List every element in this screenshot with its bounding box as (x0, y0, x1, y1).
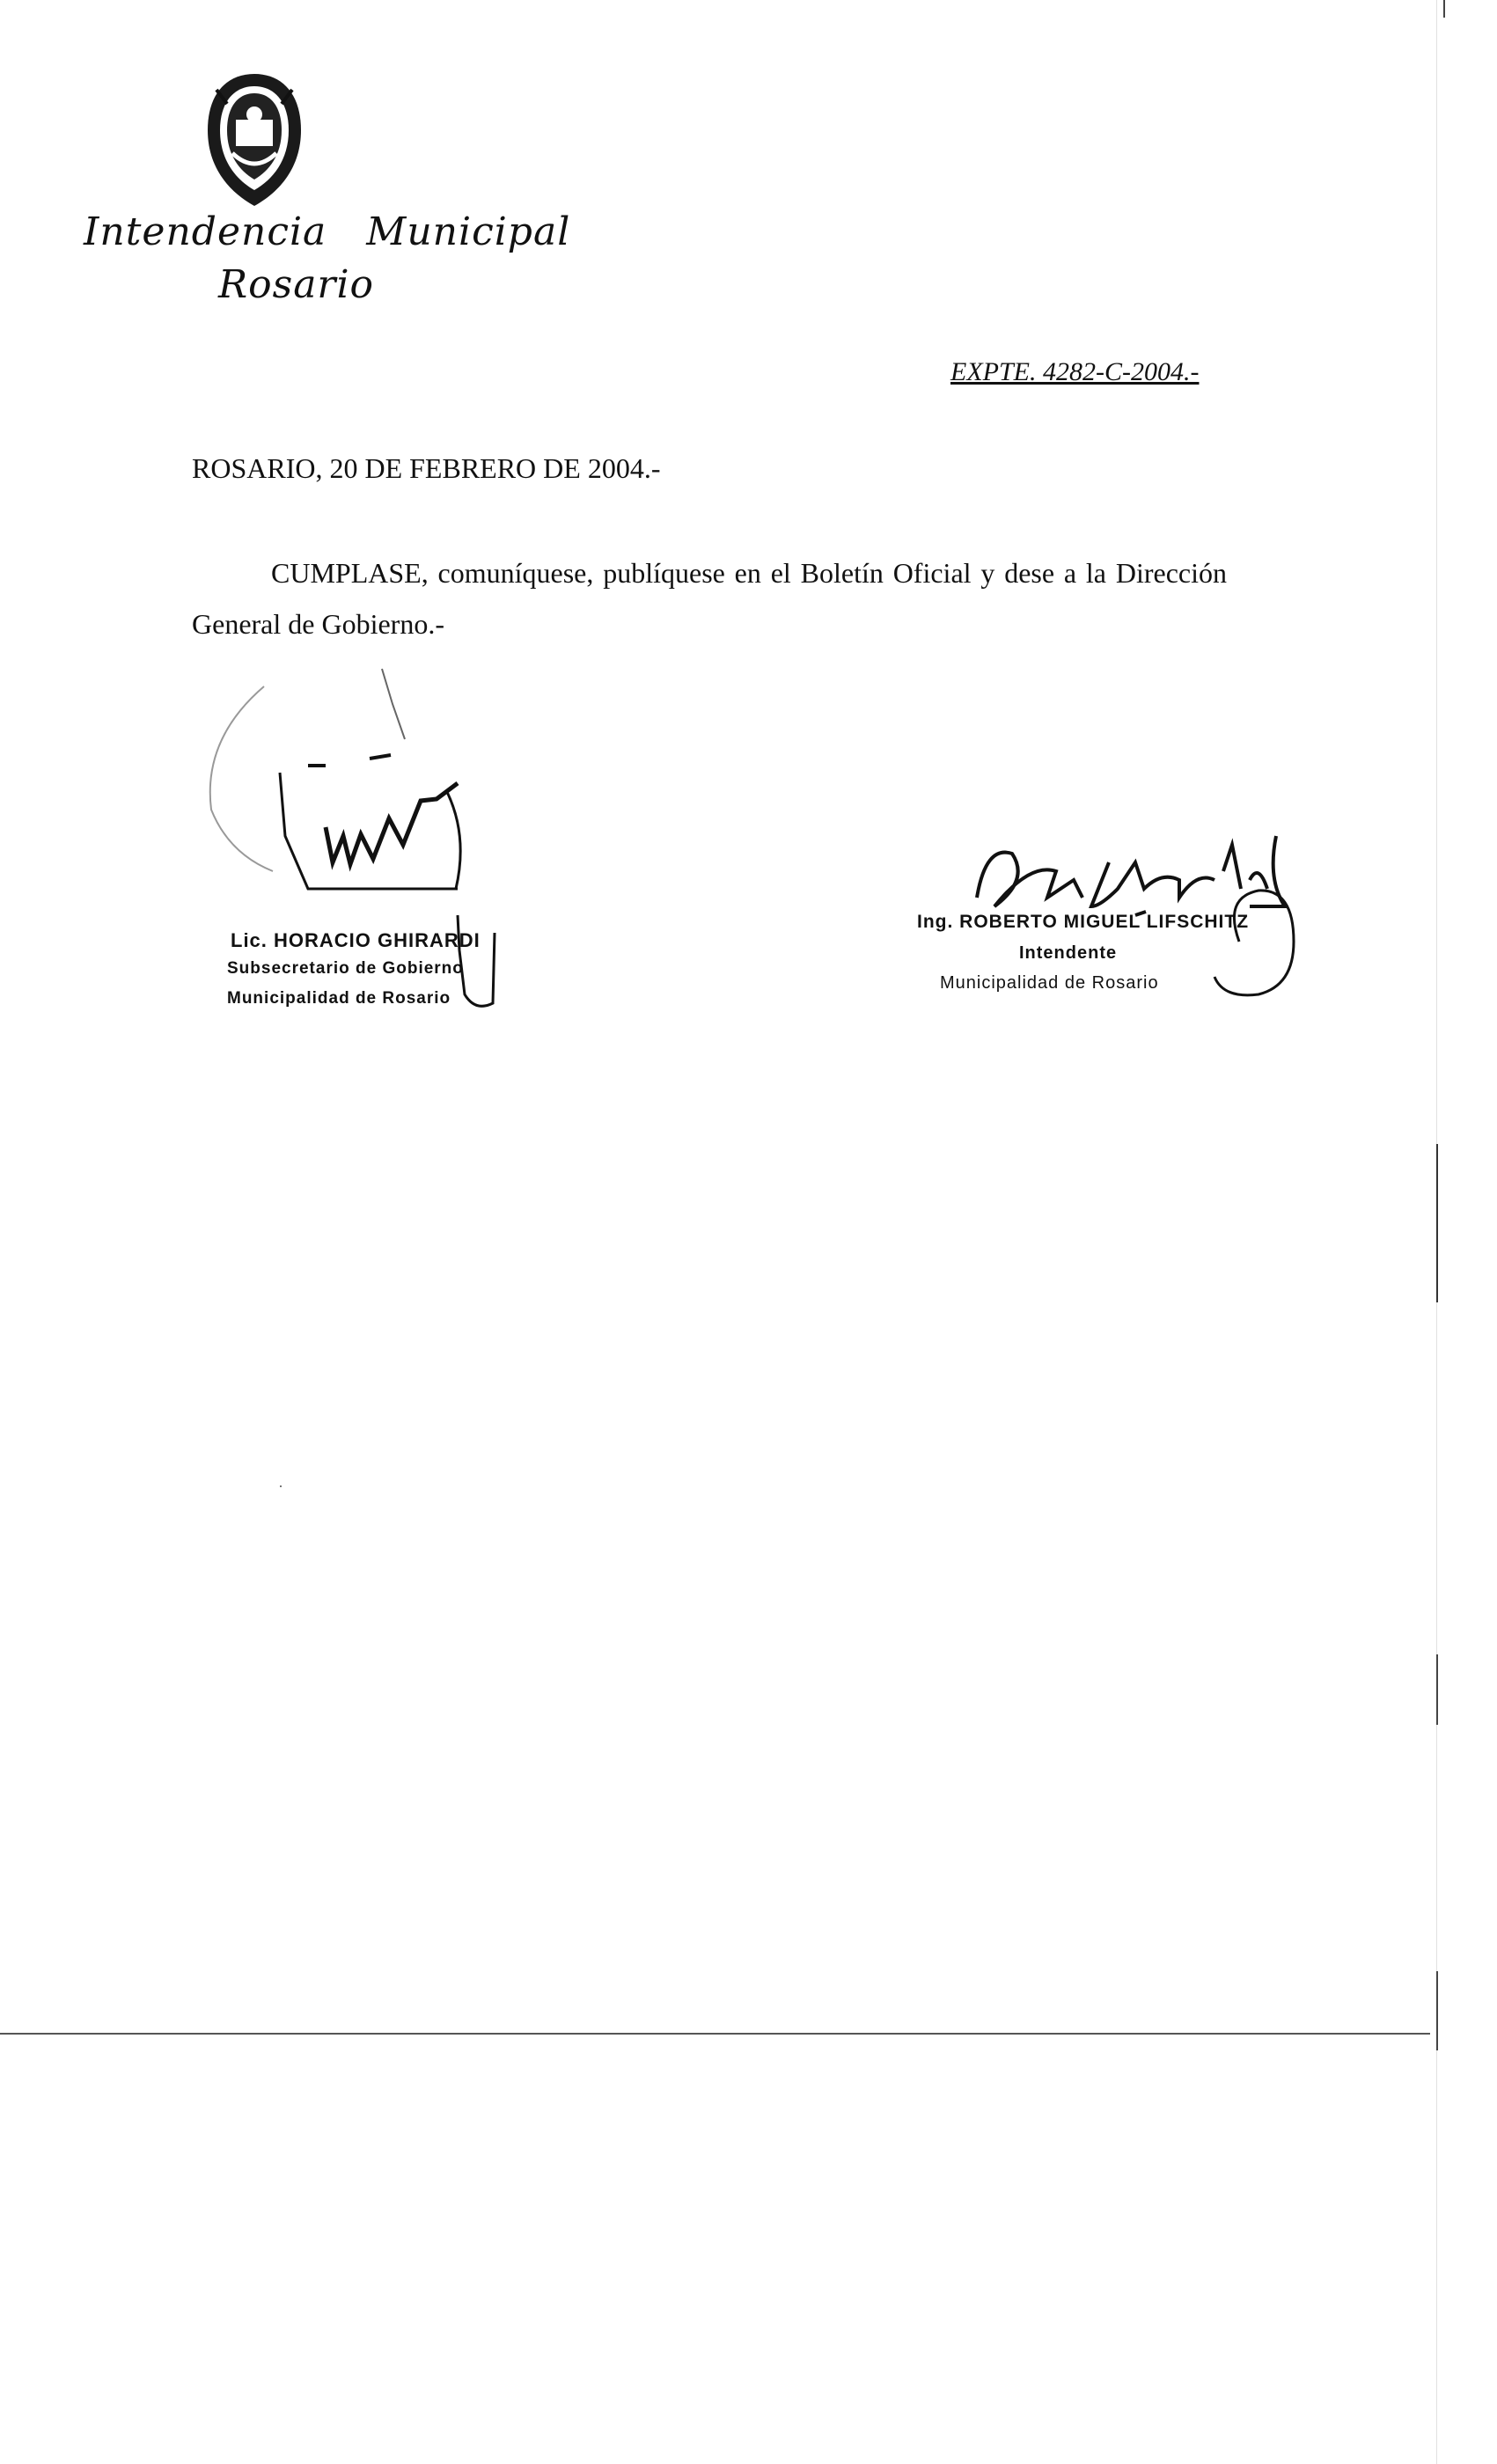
scan-edge-vertical-dark-mid (1436, 1144, 1438, 1302)
expediente-number: EXPTE. 4282-C-2004.- (950, 357, 1200, 386)
scan-edge-vertical-dark-low (1436, 1654, 1438, 1725)
letterhead-intendencia: Intendencia (84, 209, 327, 254)
scan-edge-horizontal (0, 2033, 1430, 2035)
scan-edge-vertical-dark-bottom (1436, 1971, 1438, 2050)
resolution-body: CUMPLASE, comuníquese, publíquese en el Boletín Oficial y dese a la Dirección General de Gobierno.- (192, 557, 1227, 640)
signature-left-name: Lic. HORACIO GHIRARDI (231, 929, 481, 951)
coat-of-arms-seal (201, 69, 308, 211)
letterhead-rosario: Rosario (218, 262, 375, 307)
signature-left-org: Municipalidad de Rosario (227, 989, 451, 1008)
signature-right-org: Municipalidad de Rosario (940, 973, 1159, 993)
signature-right-title: Intendente (1019, 943, 1118, 963)
letterhead-line-1 (84, 209, 570, 254)
signature-left-title: Subsecretario de Gobierno (227, 959, 464, 978)
letterhead-municipal: Municipal (366, 209, 571, 254)
dateline: ROSARIO, 20 DE FEBRERO DE 2004.- (192, 452, 661, 484)
scan-edge-vertical-dark-top (1443, 0, 1445, 18)
scan-dot (280, 1485, 282, 1487)
signature-right-name: Ing. ROBERTO MIGUEL LIFSCHITZ (917, 912, 1250, 932)
